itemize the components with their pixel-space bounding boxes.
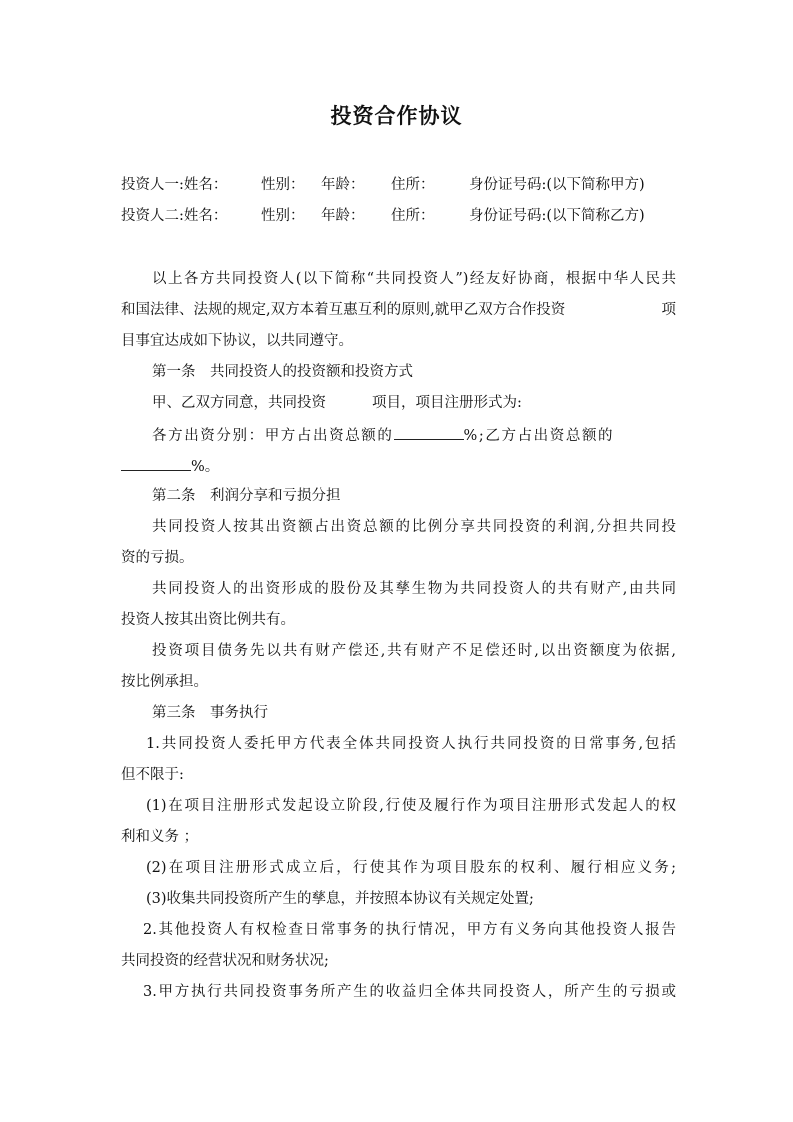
article-2-line-4: 投资人按其出资比例共有。 [121, 612, 295, 628]
party-two-name-label: 投资人二:姓名： [121, 208, 228, 224]
intro-line-2-end: 项 [661, 302, 676, 318]
article-3-line-2: 但不限于: [121, 767, 184, 783]
article-3-line-8: 共同投资的经营状况和财务状况; [121, 953, 329, 969]
party-two-id-label: 身份证号码:(以下简称乙方) [469, 208, 645, 224]
party-one-row [121, 175, 676, 195]
article-1-p1-part-a: 甲、乙双方同意，共同投资 [152, 395, 326, 411]
party-two-age-label: 年龄： [321, 208, 365, 224]
article-3-line-4: 利和义务 ； [121, 829, 199, 845]
party-one-address-label: 住所： [391, 177, 435, 193]
article-1-p2-part-b: %;乙方占出资总额的 [463, 428, 615, 444]
article-1-p2-part-a: 各方出资分别：甲方占出资总额的 [152, 428, 394, 444]
party-one-id-label: 身份证号码:(以下简称甲方) [469, 177, 645, 193]
party-one-gender-label: 性别： [261, 177, 305, 193]
party-one-age-label: 年龄： [321, 177, 365, 193]
article-3-heading: 第三条 事务执行 [152, 705, 268, 721]
article-2-line-1: 共同投资人按其出资额占出资总额的比例分享共同投资的利润,分担共同投 [152, 519, 676, 535]
party-one-name-label: 投资人一:姓名： [121, 177, 228, 193]
document-title: 投资合作协议 [330, 104, 463, 128]
article-1-heading: 第一条 共同投资人的投资额和投资方式 [152, 364, 413, 380]
intro-line-1: 以上各方共同投资人(以下简称“共同投资人”)经友好协商，根据中华人民共 [152, 271, 676, 287]
article-3-line-1: 1.共同投资人委托甲方代表全体共同投资人执行共同投资的日常事务,包括 [146, 736, 676, 752]
party-two-gender-label: 性别： [261, 208, 305, 224]
fill-blank-party-a-share[interactable] [394, 424, 464, 440]
article-2-line-2: 资的亏损。 [121, 550, 194, 566]
article-1-p1-part-b: 项目，项目注册形式为: [372, 395, 522, 411]
article-3-line-6: (3)收集共同投资所产生的孳息，并按照本协议有关规定处置; [146, 891, 534, 907]
article-2-line-5: 投资项目债务先以共有财产偿还,共有财产不足偿还时,以出资额度为依据, [152, 643, 676, 659]
article-2-heading: 第二条 利润分享和亏损分担 [152, 488, 341, 504]
article-3-line-5: (2)在项目注册形式成立后，行使其作为项目股东的权利、履行相应义务; [146, 860, 676, 876]
intro-line-2 [121, 300, 676, 320]
intro-line-3: 目事宜达成如下协议，以共同遵守。 [121, 333, 353, 349]
article-1-paragraph-2 [152, 424, 676, 446]
fill-blank-party-b-share[interactable] [121, 455, 191, 471]
article-2-line-3: 共同投资人的出资形成的股份及其孳生物为共同投资人的共有财产,由共同 [152, 581, 676, 597]
party-two-address-label: 住所： [391, 208, 435, 224]
article-3-line-3: (1)在项目注册形式发起设立阶段,行使及履行作为项目注册形式发起人的权 [146, 798, 676, 814]
article-1-paragraph-2-cont [121, 455, 676, 477]
intro-line-2-text: 和国法律、法规的规定,双方本着互惠互利的原则,就甲乙双方合作投资 [121, 302, 566, 318]
article-1-paragraph-1 [152, 393, 707, 413]
article-3-line-7: 2.其他投资人有权检查日常事务的执行情况，甲方有义务向其他投资人报告 [143, 922, 676, 938]
article-1-p2-part-c: %。 [191, 459, 220, 475]
article-3-line-9: 3.甲方执行共同投资事务所产生的收益归全体共同投资人，所产生的亏损或 [143, 984, 676, 1000]
party-two-row [121, 206, 676, 226]
article-2-line-6: 按比例承担。 [121, 674, 208, 690]
